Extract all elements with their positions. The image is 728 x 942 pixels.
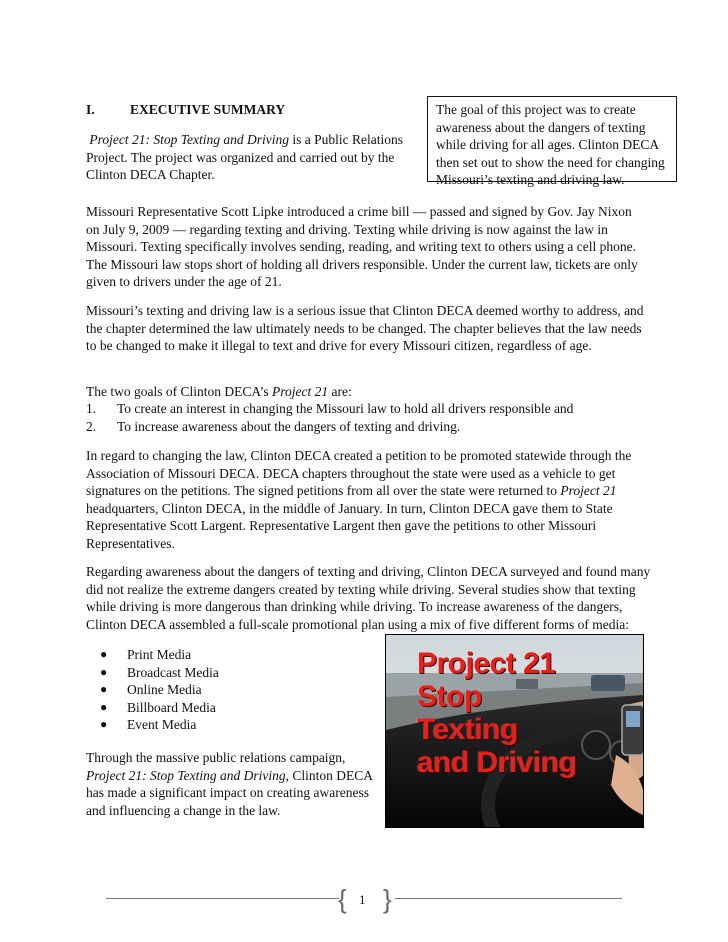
closing-text: Through the massive public relations campaign,: [86, 750, 346, 765]
project-name: Project 21: Stop Texting and Driving: [89, 132, 289, 147]
bullet-icon: ●: [100, 717, 108, 731]
list-item: [86, 400, 573, 418]
poster-line: Texting: [417, 713, 518, 746]
media-item: Billboard Media: [127, 699, 216, 715]
list-item: [100, 716, 219, 734]
closing-paragraph: [86, 749, 376, 819]
poster-line: Stop: [417, 680, 482, 713]
list-item: [100, 664, 219, 682]
list-text: To create an interest in changing the Missouri law to hold all drivers responsible and: [117, 401, 574, 416]
paragraph-law-issue: Missouri’s texting and driving law is a serious issue that Clinton DECA deemed worthy to address, and the chapter determined the law ultimately needs to be changed. The chapter believes that the law needs to be changed to make it illegal to text and drive for every Missouri citizen, regardless of age.: [86, 303, 644, 353]
poster-line: Project 21: [417, 647, 556, 680]
poster-line: and Driving: [417, 746, 577, 779]
closing-text-end: , Clinton DECA has made a significant impact on creating awareness and influencing a change in the law.: [86, 767, 373, 818]
paragraph-law-background: Missouri Representative Scott Lipke introduced a crime bill — passed and signed by Gov. Jay Nixon on July 9, 2009 — regarding texting and driving. Texting while driving is now against the law in Missouri. Texting specifically involves sending, reading, and writing text to others using a cell phone. The Missouri law stops short of holding all drivers responsible. Under the current law, tickets are only given to drivers under the age of 21.: [86, 204, 638, 289]
bullet-icon: ●: [100, 647, 108, 661]
paragraph-petition: [86, 447, 648, 552]
list-number: 1.: [86, 401, 97, 416]
media-item: Print Media: [127, 647, 192, 662]
goals-lead-text: The two goals of Clinton DECA’s: [86, 384, 272, 399]
campaign-poster-image: [385, 634, 644, 828]
bullet-icon: ●: [100, 699, 108, 714]
bullet-icon: ●: [100, 664, 108, 679]
closing-project: Project 21: Stop Texting and Driving: [86, 767, 286, 783]
right-brace-icon: }: [383, 884, 392, 914]
intro-paragraph: [86, 131, 416, 184]
goals-list: [86, 400, 573, 435]
bullet-icon: ●: [100, 682, 108, 696]
list-item: [100, 646, 219, 664]
media-item: Event Media: [127, 717, 197, 732]
petition-text: In regard to changing the law, Clinton DECA created a petition to be promoted statewide through the Association of Missouri DECA. DECA chapters throughout the state were used as a vehicle to get signatures on the petitions. The signed petitions from all over the state were returned to: [86, 448, 632, 498]
list-text: To increase awareness about the dangers of texting and driving.: [117, 418, 461, 434]
left-brace-icon: {: [338, 884, 347, 914]
list-number: 2.: [86, 418, 97, 434]
media-item: Broadcast Media: [127, 664, 219, 680]
page-number: 1: [359, 892, 366, 907]
media-list: [100, 646, 219, 734]
petition-project: Project 21: [560, 483, 617, 498]
list-item: [100, 699, 219, 717]
section-number: I.: [86, 102, 95, 117]
section-title: EXECUTIVE SUMMARY: [130, 102, 286, 117]
poster-title: [417, 647, 577, 779]
goals-lead: [86, 383, 648, 401]
goals-lead-project: Project 21: [272, 384, 329, 399]
paragraph-awareness: Regarding awareness about the dangers of texting and driving, Clinton DECA surveyed and found many did not realize the extreme dangers created by texting while driving. Several studies show that texting while driving is more dangerous than drinking while driving. To increase awareness of the dangers, Clinton DECA assembled a full-scale promotional plan using a mix of five different forms of media:: [86, 564, 651, 632]
list-item: [100, 681, 219, 699]
section-heading: [86, 102, 285, 118]
footer-rule-right: [395, 898, 622, 899]
list-item: [86, 418, 573, 436]
goals-lead-end: are:: [328, 384, 352, 399]
footer-rule-left: [106, 898, 339, 899]
media-item: Online Media: [127, 682, 202, 697]
petition-text-end: headquarters, Clinton DECA, in the middle of January. In turn, Clinton DECA gave them to State Representative Scott Largent. Representative Largent then gave the petitions to other Missouri Representatives.: [86, 500, 613, 551]
intro-text: is a Public Relations Project. The project was organized and carried out by the Clinton DECA Chapter.: [86, 132, 403, 182]
goal-callout-box: The goal of this project was to create awareness about the dangers of texting while driving for all ages. Clinton DECA then set out to show the need for changing Missouri’s texting and driving law.: [427, 96, 677, 182]
